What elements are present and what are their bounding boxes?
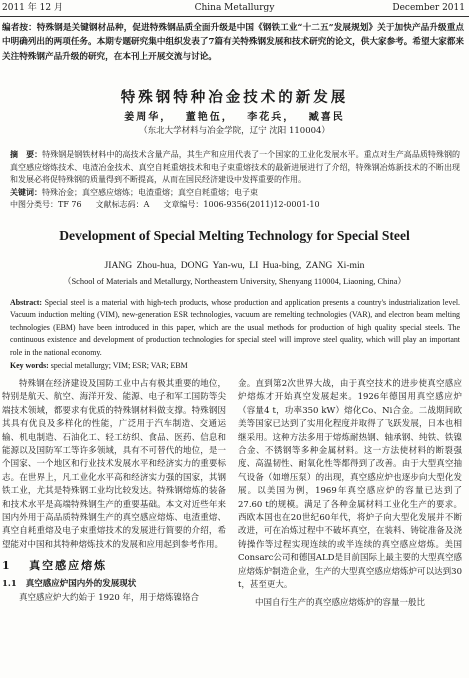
authors-en: JIANG Zhou-hua, DONG Yan-wu, LI Hua-bing, ZANG Xi-min [104,260,365,271]
right-paragraph: 金。直到第2次世界大战，由于真空技术的进步使真空感应炉熔炼才开始真空发展起来。1926年德国用真空感应炉（容量4 t，功率350 kW）熔化Co、Ni合金。二战期间欧美等国家已达到了实用化程度并取得了飞跃发展，日本也相继采用。这种方法多用于熔炼耐热钢、轴承钢、纯铁、铁镍合金、不锈钢等多种金属材料。这一方法使材料的断裂强度、高温韧性、耐氧化性等都得到了改善。由于大型真空抽气设备（如增压泵）的出现，真空感应炉也逐步向大型化发展。以美国为例，1969年真空感应炉的容量已达到了27.60 t的规模。满足了各种金属材料工业化生产的要求。西欧本国也在20世纪60年代，将炉子向大型化发展并不断改进，可在冶炼过程中不破坏真空，在装料、铸锭准备及浇铸操作等过程实现连续的或半连续的真空感应熔炼。美国Consarc公司和德国ALD是目前国际上最主要的大型真空感应熔炼炉制造企业，生产的大型真空感应熔炼炉可以达到30 t，甚至更大。 [238,379,462,591]
header-date-en: December 2011 [392,3,465,13]
subsection-title: 真空感应炉国内外的发展现状 [25,578,137,589]
clc-number: 中图分类号：TF 76 [10,200,82,209]
header-date: 2011 年 12 月 [2,3,63,13]
section-number: 1 [2,559,12,573]
keywords-en-text: special metallurgy; VIM; ESR; VAR; EBM [50,361,188,370]
keywords-cn [10,186,460,199]
subsection-number: 1.1 [2,578,17,589]
right-tail-paragraph: 中国自行生产的真空感应熔炼炉的容量一般比 [255,597,426,608]
section-title: 真空感应熔炼 [29,559,108,573]
intro-paragraph: 特殊钢在经济建设及国防工业中占有极其重要的地位，特别是航天、航空、海洋开发、能源、电子和军工国防等尖端技术领域，都要求有优质的特殊钢材料做支撑。特殊钢因其具有优良及多样化的性能，广泛用于汽车制造、交通运输、机电制造、石油化工、轻工纺织、食品、医药、信息和能源以及国防军工等许多领域，具有不可替代的地位，是一个国家、一个地区和行业技术发展水平和经济实力的重要标志。在世界上，凡工业化水平高和经济实力强的国家，其钢铁工业，尤其是特殊钢工业均比较发达。特殊钢熔炼的装备和技术水平是高端特殊钢生产的重要基础。本文对近些年来国内外用于高品质特殊钢生产的真空感应熔炼、电渣重熔、真空自耗重熔及电子束重熔技术的发展进行简要的介绍，希望能对中国和其特种熔炼技术的发展和应用起到参考作用。 [2,379,226,550]
header-journal: China Metallurgy [194,3,275,13]
keywords-en-label: Key words: [10,361,49,370]
section-heading [2,559,226,572]
body-column-left [2,378,226,606]
affiliation-en: （School of Materials and Metallurgy, Northeastern University, Shenyang 110004, Liaoning, China） [63,277,406,286]
article-title-en: Development of Special Melting Technology for Special Steel [59,228,410,243]
keywords-cn-label: 关键词： [10,187,42,197]
subsection-heading [2,578,226,591]
abstract-en-label: Abstract: [10,298,42,307]
article-title-cn: 特殊钢特种冶金技术的新发展 [120,89,349,106]
affiliation-cn: （东北大学材料与冶金学院，辽宁 沈阳 110004） [139,126,330,136]
body-column-right [238,378,462,610]
abstract-cn-label: 摘 要： [10,149,43,159]
article-number: 文章编号：1006-9356(2011)12-0001-10 [163,200,320,209]
document-code: 文献标志码：A [95,200,150,209]
abstract-en [10,297,460,359]
keywords-en [10,360,460,372]
authors-cn: 姜周华， 董艳伍， 李花兵， 臧喜民 [124,112,345,123]
abstract-cn [10,148,460,187]
editor-note: 编者按：特殊钢是关键钢材品种，促进特殊钢品质全面升级是中国《钢铁工业“十二五”发展规划》关于加快产品升级重点中明确列出的两项任务。本期专题研究集中组织发表了7篇有关特殊钢发展和技术研究的论文，供大家参考。希望大家都来关注特殊钢产品升级的研究，在本刊上开展交流与讨论。 [2,23,464,62]
abstract-cn-text: 特殊钢是钢铁材料中的高技术含量产品，其生产和应用代表了一个国家的工业化发展水平。重点对生产高品质特殊钢的真空感应熔炼技术、电渣冶金技术、真空自耗重熔技术和电子束重熔技术的最新进展进行了介绍，特殊钢冶炼新技术的不断出现和发展必将促特殊钢的质量得到不断提高，从而在国民经济建设中发挥重要的作用。 [10,150,461,185]
running-header [0,0,469,17]
classification-cn [10,199,460,211]
keywords-cn-text: 特殊冶金；真空感应熔炼；电渣重熔；真空自耗重熔；电子束 [42,188,258,197]
left-tail-paragraph: 真空感应炉大约始于 1920 年，用于熔炼镍铬合 [19,593,200,604]
abstract-en-text: Special steel is a material with high-tech products, whose production and application presents a country's industrialization level. Vacuum induction melting (VIM), new-generation ESR technologies, vacuum are remelting technologies (VAR), and electron beam melting technologies (EBM) have been introduced in this paper, which are the usual methods for production of high quality special steels. The continuous existence and development of production technologies for special steel will improve steel quality, which will play an important role in the national economy. [10,298,460,357]
